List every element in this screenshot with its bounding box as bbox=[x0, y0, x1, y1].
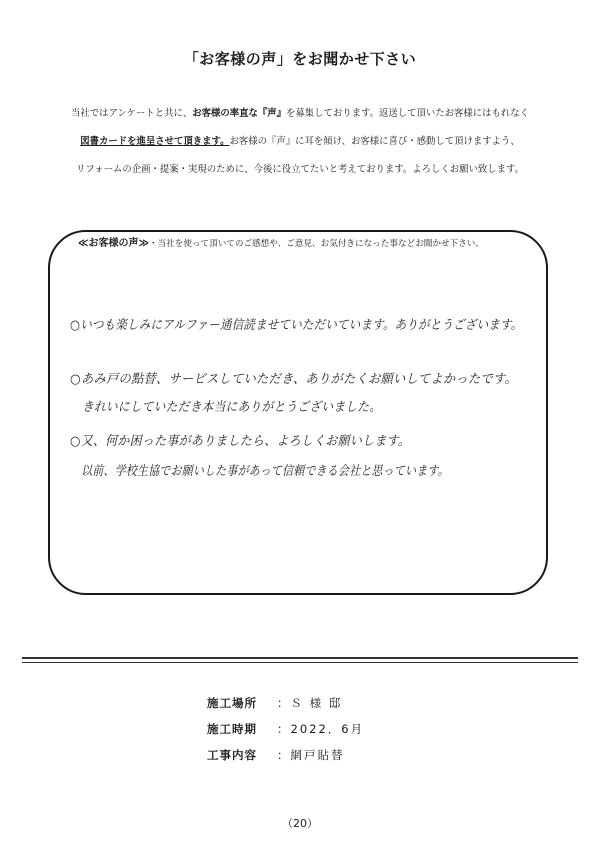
intro-line-2: 図書カードを進呈させて頂きます。お客様の『声』に耳を傾け、お客様に喜び・感動して頂けますよう、 bbox=[80, 136, 520, 147]
divider-thick bbox=[22, 657, 578, 659]
handwritten-line-4: ○又、何か困った事がありましたら、よろしくお願いします。 bbox=[70, 434, 411, 449]
handwritten-line-1: ○いつも楽しみにアルファー通信読ませていただいています。ありがとうございます。 bbox=[70, 318, 523, 333]
info-row-work: 工事内容 ：網戸貼替 bbox=[207, 748, 345, 762]
gift-card-highlight: 図書カードを進呈させて頂きます。 bbox=[80, 136, 230, 147]
info-row-site: 施工場所 ：Ｓ 様 邸 bbox=[207, 696, 343, 710]
handwritten-line-3: きれいにしていただき本当にありがとうございました。 bbox=[70, 400, 382, 415]
page-title: 「お客様の声」をお聞かせ下さい bbox=[183, 50, 417, 68]
page-number: （20） bbox=[282, 817, 318, 830]
handwritten-line-2: ○あみ戸の點替、サービスしていただき、ありがたくお願いしてよかったです。 bbox=[70, 372, 518, 387]
divider-thin bbox=[22, 662, 578, 663]
intro-line-3: リフォームの企画・提案・実現のために、今後に役立てたいと考えております。よろしくお願い致します。 bbox=[75, 164, 525, 175]
intro-line-1: 当社ではアンケートと共に、お客様の率直な『声』を募集しております。返送して頂いたお客様にはもれなく bbox=[70, 108, 530, 119]
voice-box-label: ≪お客様の声≫・当社を使って頂いてのご感想や、ご意見、お気付きになった事などお聞かせ下さい。 bbox=[74, 234, 488, 249]
info-row-date: 施工時期 ：2022．6月 bbox=[207, 722, 365, 736]
intro-text bbox=[0, 100, 600, 184]
handwritten-line-5: 以前、学校生協でお願いした事があって信頼できる会社と思っています。 bbox=[70, 464, 449, 479]
construction-info bbox=[207, 690, 364, 768]
